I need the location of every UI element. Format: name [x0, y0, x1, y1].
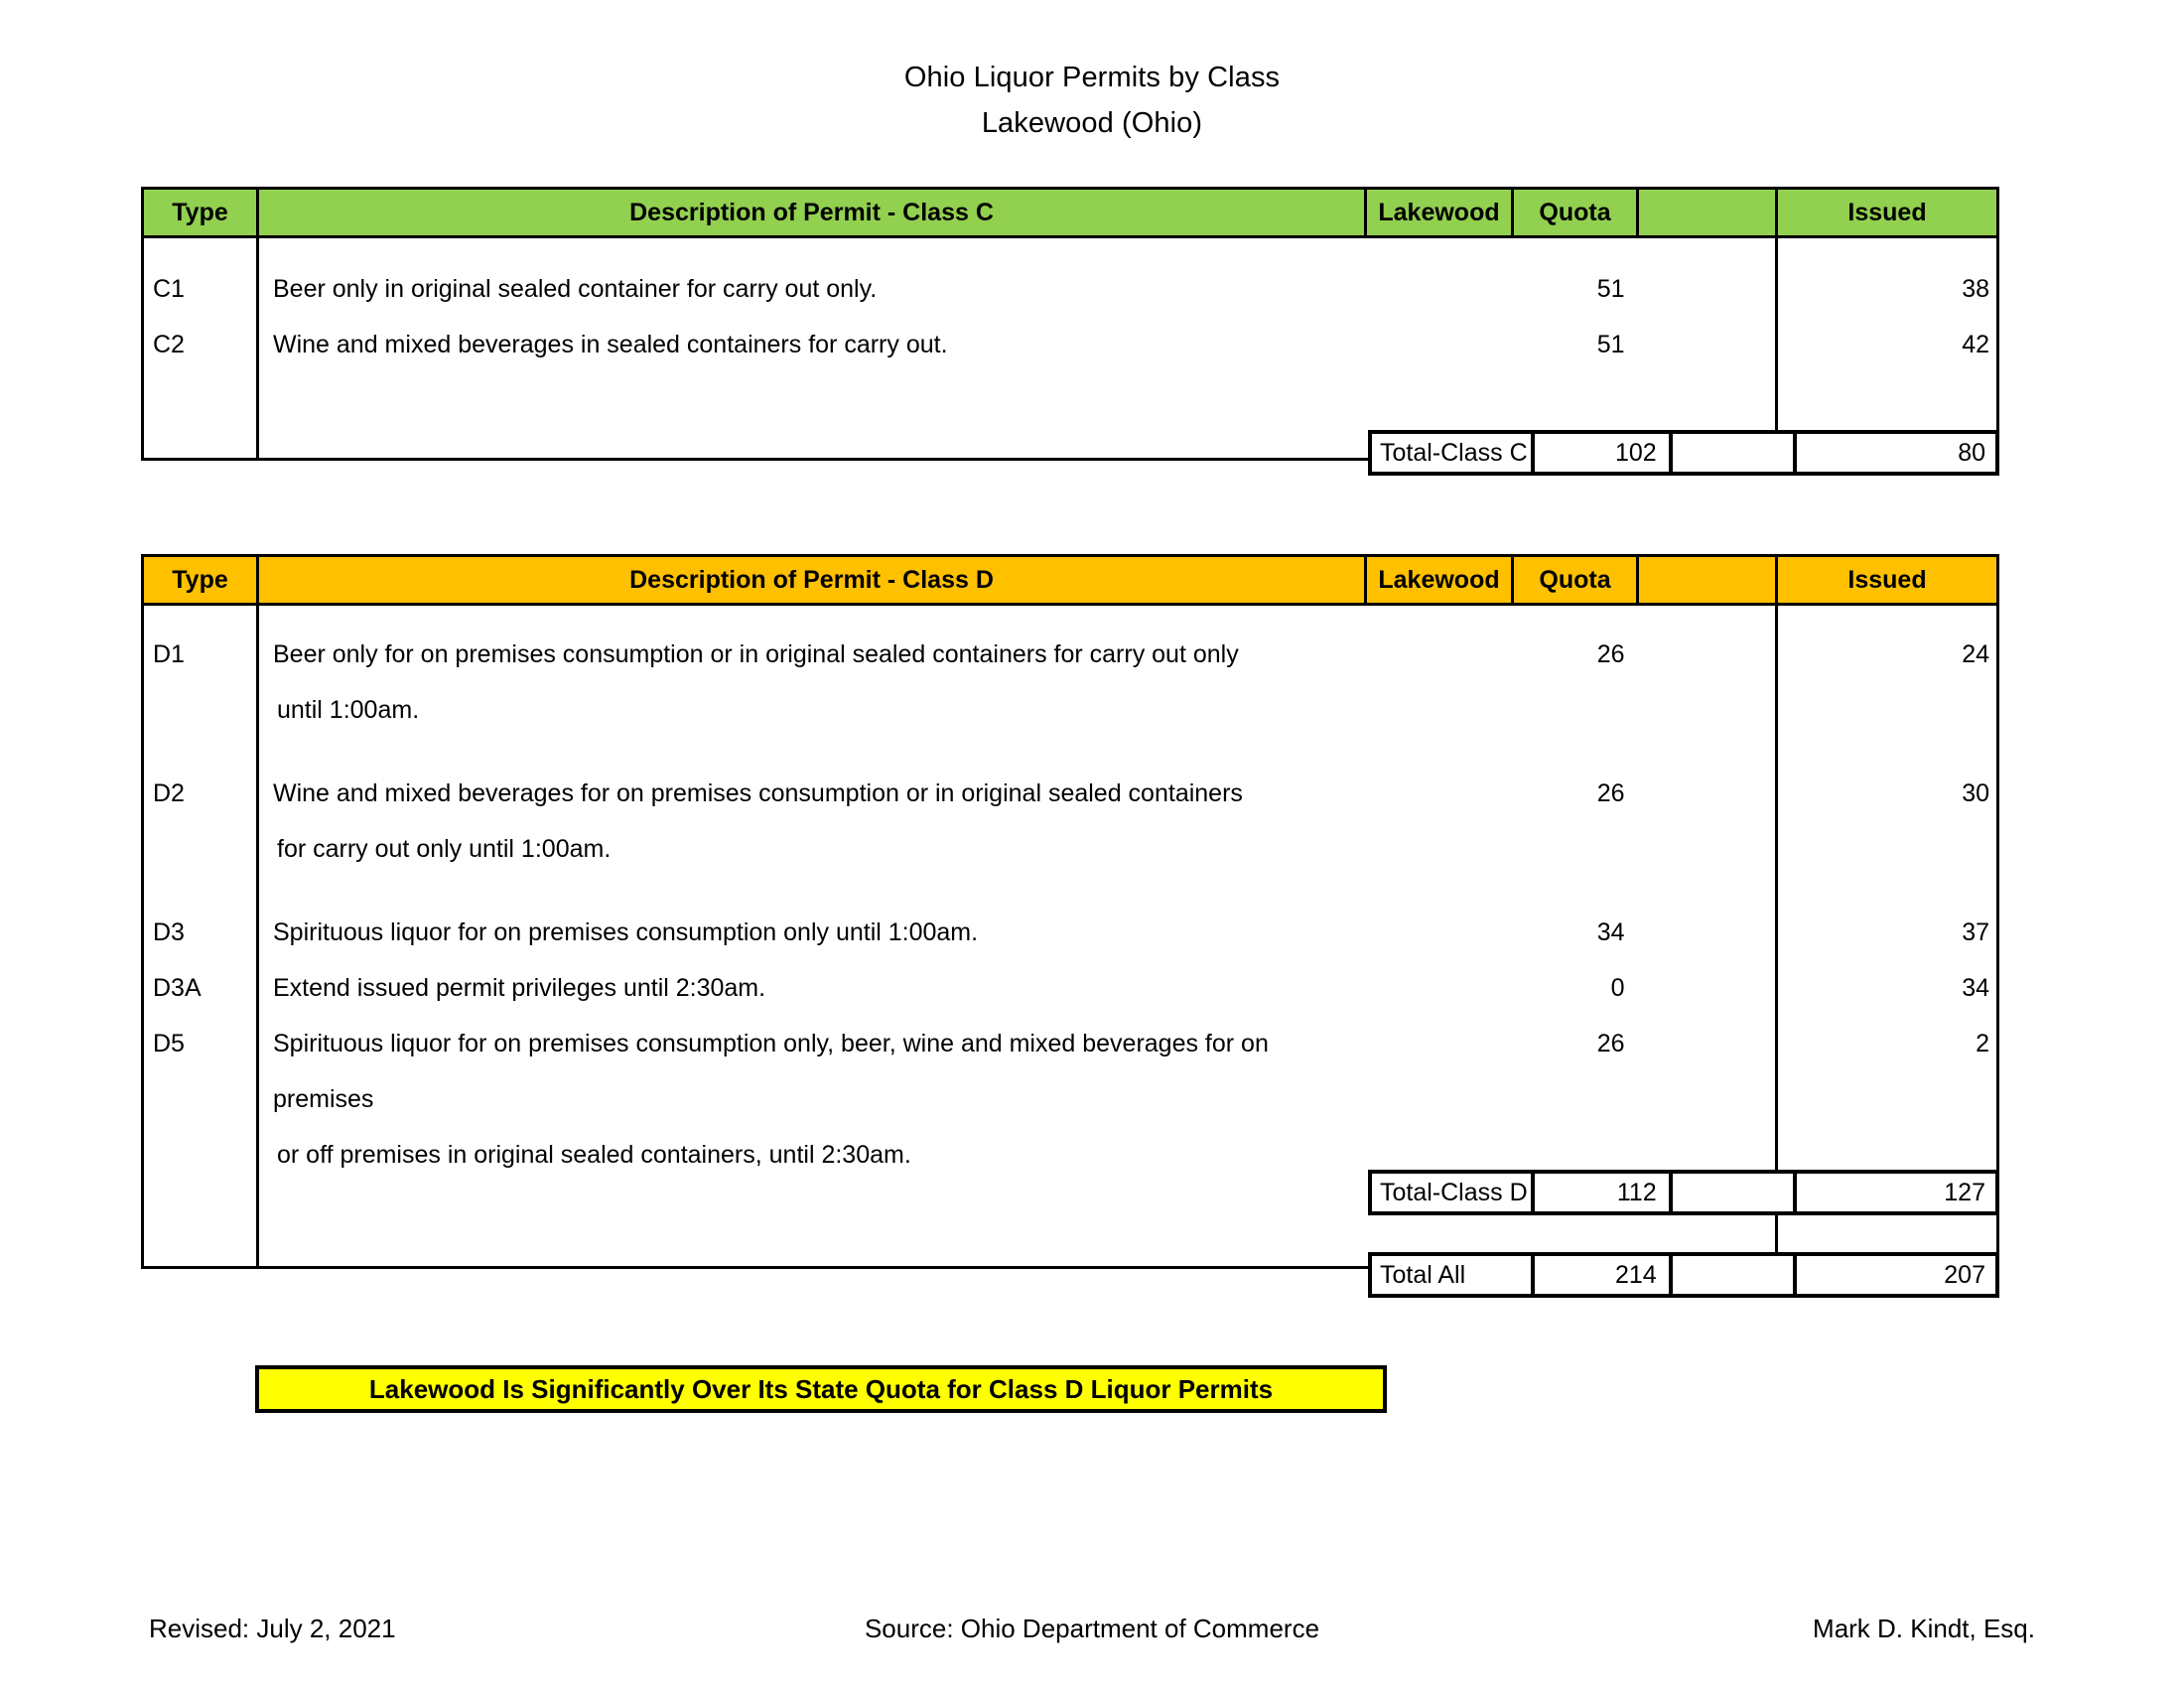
row-spacer-desc: [258, 605, 1366, 627]
table-row: [143, 627, 1998, 738]
table-row: [143, 1016, 1998, 1183]
page-title: [0, 55, 2184, 146]
row-description: [258, 627, 1366, 738]
row-gap-desc: [258, 738, 1366, 766]
class-d-permit-table: [141, 554, 1999, 1269]
row-spacer-quota: [1513, 237, 1638, 261]
row-gap-issued: [1777, 877, 1998, 905]
row-description-line-1: Beer only for on premises consumption or in original sealed containers for carry out only: [273, 639, 1239, 668]
table-row: [143, 766, 1998, 877]
class-c-header-lakewood: Lakewood: [1366, 189, 1513, 237]
row-lakewood: [1366, 261, 1513, 317]
row-blank: [1638, 905, 1777, 960]
row-issued: 24: [1962, 639, 1989, 668]
row-blank: [1638, 766, 1777, 877]
class-c-total-row: [1368, 430, 1999, 476]
class-c-total-issued: 80: [1797, 434, 1995, 472]
class-d-total-label: Total-Class D: [1372, 1174, 1535, 1211]
row-gap-blank: [1638, 877, 1777, 905]
row-description-line-1: Wine and mixed beverages for on premises consumption or in original sealed containers: [273, 778, 1243, 807]
row-issued: 34: [1962, 973, 1989, 1002]
row-quota: 51: [1596, 274, 1625, 303]
class-d-header-lakewood: Lakewood: [1366, 556, 1513, 605]
row-description: Beer only in original sealed container for carry out only.: [273, 274, 878, 303]
page-footer: [0, 1609, 2184, 1648]
class-c-header-issued: Issued: [1777, 189, 1998, 237]
class-d-header-issued: Issued: [1777, 556, 1998, 605]
title-line-2: Lakewood (Ohio): [981, 107, 1203, 139]
class-c-header-blank: [1638, 189, 1777, 237]
row-blank: [1638, 960, 1777, 1016]
row-lakewood: [1366, 627, 1513, 738]
row-description: Spirituous liquor for on premises consumption only until 1:00am.: [273, 917, 979, 946]
table-row: [143, 237, 1998, 261]
footer-source: Source: Ohio Department of Commerce: [864, 1614, 1320, 1643]
row-gap-desc: [258, 877, 1366, 905]
row-filler-desc: [258, 1183, 1366, 1268]
row-gap-type: [143, 877, 258, 905]
row-quota: 0: [1610, 973, 1625, 1002]
row-quota: 34: [1596, 917, 1625, 946]
row-lakewood: [1366, 960, 1513, 1016]
row-spacer-desc: [258, 237, 1366, 261]
row-blank: [1638, 1016, 1777, 1183]
class-c-permit-table: [141, 187, 1999, 461]
row-gap-type: [143, 738, 258, 766]
footer-author: Mark D. Kindt, Esq.: [1813, 1614, 2035, 1643]
row-quota: 51: [1596, 330, 1625, 358]
row-spacer-lakewood: [1366, 605, 1513, 627]
class-d-header-type: Type: [143, 556, 258, 605]
row-description-line-1: Spirituous liquor for on premises consumption only, beer, wine and mixed beverages for on premises: [273, 1029, 1269, 1113]
row-filler-desc: [258, 372, 1366, 460]
row-issued: 30: [1962, 778, 1989, 807]
total-all-blank: [1673, 1256, 1797, 1294]
row-issued: 2: [1976, 1029, 1989, 1057]
row-filler-type: [143, 1183, 258, 1268]
class-d-total-blank: [1673, 1174, 1797, 1211]
row-type: D5: [143, 1016, 258, 1183]
row-type: D3A: [143, 960, 258, 1016]
title-line-1: Ohio Liquor Permits by Class: [903, 62, 1281, 93]
class-d-total-issued: 127: [1797, 1174, 1995, 1211]
table-row: [143, 877, 1998, 905]
row-spacer-issued: [1777, 605, 1998, 627]
row-issued: 42: [1962, 330, 1989, 358]
table-row: [143, 317, 1998, 372]
row-description-line-2: until 1:00am.: [277, 695, 420, 724]
row-quota: 26: [1596, 778, 1625, 807]
row-description: Extend issued permit privileges until 2:30am.: [273, 973, 766, 1002]
row-gap-lakewood: [1366, 877, 1513, 905]
class-c-total-quota: 102: [1535, 434, 1673, 472]
row-type: D2: [143, 766, 258, 877]
row-type: D3: [143, 905, 258, 960]
row-spacer-lakewood: [1366, 237, 1513, 261]
row-gap-quota: [1513, 877, 1638, 905]
class-d-total-row: [1368, 1170, 1999, 1215]
row-lakewood: [1366, 1016, 1513, 1183]
table-row: [143, 261, 1998, 317]
row-lakewood: [1366, 766, 1513, 877]
row-description: [258, 766, 1366, 877]
row-blank: [1638, 627, 1777, 738]
row-spacer-type: [143, 237, 258, 261]
class-c-header-description: Description of Permit - Class C: [258, 189, 1366, 237]
class-d-total-quota: 112: [1535, 1174, 1673, 1211]
row-spacer-blank: [1638, 237, 1777, 261]
row-description: [258, 1016, 1366, 1183]
class-c-total-label: Total-Class C: [1372, 434, 1535, 472]
class-c-header-row: [143, 189, 1998, 237]
row-description-line-2: for carry out only until 1:00am.: [277, 834, 612, 863]
row-blank: [1638, 317, 1777, 372]
row-type: C1: [143, 261, 258, 317]
row-type: C2: [143, 317, 258, 372]
row-spacer-type: [143, 605, 258, 627]
total-all-label: Total All: [1372, 1256, 1535, 1294]
row-issued: 37: [1962, 917, 1989, 946]
table-row: [143, 738, 1998, 766]
row-filler-type: [143, 372, 258, 460]
total-all-quota: 214: [1535, 1256, 1673, 1294]
row-type: D1: [143, 627, 258, 738]
row-description: Wine and mixed beverages in sealed containers for carry out.: [273, 330, 948, 358]
row-description-line-2: or off premises in original sealed containers, until 2:30am.: [277, 1140, 911, 1169]
class-c-header-quota: Quota: [1513, 189, 1638, 237]
row-issued: 38: [1962, 274, 1989, 303]
footer-revised-date: Revised: July 2, 2021: [149, 1614, 396, 1643]
class-d-header-quota: Quota: [1513, 556, 1638, 605]
quota-warning-banner: Lakewood Is Significantly Over Its State Quota for Class D Liquor Permits: [255, 1365, 1387, 1413]
row-blank: [1638, 261, 1777, 317]
total-all-issued: 207: [1797, 1256, 1995, 1294]
row-quota: 26: [1596, 1029, 1625, 1057]
row-spacer-issued: [1777, 237, 1998, 261]
class-d-header-description: Description of Permit - Class D: [258, 556, 1366, 605]
table-row: [143, 905, 1998, 960]
total-all-row: [1368, 1252, 1999, 1298]
table-row: [143, 605, 1998, 627]
row-lakewood: [1366, 317, 1513, 372]
table-row: [143, 960, 1998, 1016]
class-d-header-blank: [1638, 556, 1777, 605]
row-spacer-blank: [1638, 605, 1777, 627]
class-c-header-type: Type: [143, 189, 258, 237]
row-gap-issued: [1777, 738, 1998, 766]
row-quota: 26: [1596, 639, 1625, 668]
row-gap-quota: [1513, 738, 1638, 766]
row-gap-blank: [1638, 738, 1777, 766]
row-lakewood: [1366, 905, 1513, 960]
row-spacer-quota: [1513, 605, 1638, 627]
class-d-header-row: [143, 556, 1998, 605]
class-c-total-blank: [1673, 434, 1797, 472]
row-gap-lakewood: [1366, 738, 1513, 766]
